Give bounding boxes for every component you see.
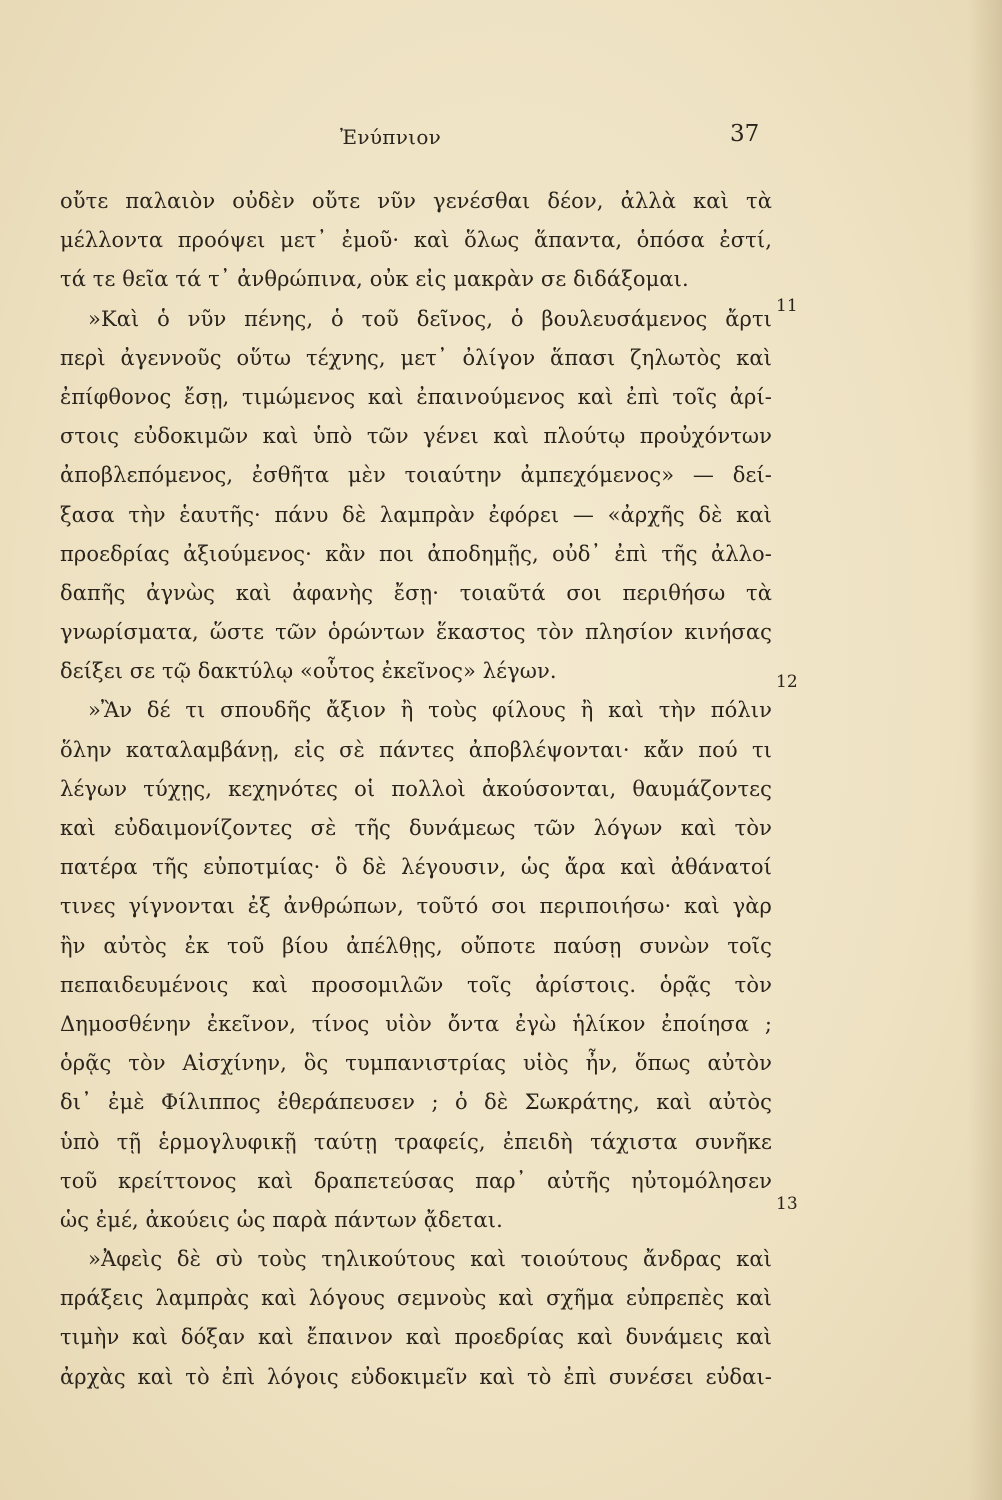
- text-line: τά τε θεῖα τά τ᾽ ἀνθρώπινα, οὐκ εἰς μακρὰν σε διδάξομαι.: [60, 267, 689, 292]
- text-line: δι᾽ ἐμὲ Φίλιππος ἐθεράπευσεν ; ὁ δὲ Σωκράτης, καὶ αὐτὸς: [60, 1090, 772, 1115]
- text-line: τιμὴν καὶ δόξαν καὶ ἔπαινον καὶ προεδρίας καὶ δυνάμεις καὶ: [60, 1325, 772, 1350]
- text-line: μέλλοντα προόψει μετ᾽ ἐμοῦ· καὶ ὅλως ἅπαντα, ὁπόσα ἐστί,: [60, 228, 772, 253]
- text-line: ἢν αὐτὸς ἐκ τοῦ βίου ἀπέλθῃς, οὔποτε παύσῃ συνὼν τοῖς: [60, 933, 772, 958]
- text-line: »Καὶ ὁ νῦν πένης, ὁ τοῦ δεῖνος, ὁ βουλευσάμενος ἄρτι: [88, 306, 772, 331]
- text-line: τοῦ κρείττονος καὶ δραπετεύσας παρ᾽ αὐτῆς ηὐτομόλησεν: [60, 1168, 772, 1193]
- text-line: οὔτε παλαιὸν οὐδὲν οὔτε νῦν γενέσθαι δέον, ἀλλὰ καὶ τὰ: [60, 189, 772, 213]
- text-line: ξασα τὴν ἑαυτῆς· πάνυ δὲ λαμπρὰν ἐφόρει — «ἀρχῆς δὲ καὶ: [60, 502, 772, 527]
- text-line: περὶ ἀγεννοῦς οὕτω τέχνης, μετ᾽ ὀλίγον ἅπασι ζηλωτὸς καὶ: [60, 345, 772, 370]
- text-line: πράξεις λαμπρὰς καὶ λόγους σεμνοὺς καὶ σχῆμα εὐπρεπὲς καὶ: [60, 1286, 772, 1311]
- text-body: [60, 182, 772, 1397]
- text-line: ὁρᾷς τὸν Αἰσχίνην, ὃς τυμπανιστρίας υἱὸς ἦν, ὅπως αὐτὸν: [60, 1051, 772, 1076]
- text-line: λέγων τύχῃς, κεχηνότες οἱ πολλοὶ ἀκούσονται, θαυμάζοντες: [60, 776, 772, 801]
- text-line: στοις εὐδοκιμῶν καὶ ὑπὸ τῶν γένει καὶ πλούτῳ προὐχόντων: [60, 424, 772, 449]
- text-line: Δημοσθένην ἐκεῖνον, τίνος υἱὸν ὄντα ἐγὼ ἡλίκον ἐποίησα ;: [60, 1011, 772, 1036]
- running-head: Ἐνύπνιον: [340, 125, 442, 149]
- text-line: προεδρίας ἀξιούμενος· κἂν ποι ἀποδημῇς, οὐδ᾽ ἐπὶ τῆς ἀλλο-: [60, 541, 772, 566]
- text-line: »Ἀφεὶς δὲ σὺ τοὺς τηλικούτους καὶ τοιούτους ἄνδρας καὶ: [88, 1247, 772, 1272]
- text-line: ἐπίφθονος ἔσῃ, τιμώμενος καὶ ἐπαινούμενος καὶ ἐπὶ τοῖς ἀρί-: [60, 384, 772, 409]
- text-line: δαπῆς ἀγνὼς καὶ ἀφανὴς ἔσῃ· τοιαῦτά σοι περιθήσω τὰ: [60, 580, 772, 605]
- text-line: καὶ εὐδαιμονίζοντες σὲ τῆς δυνάμεως τῶν λόγων καὶ τὸν: [60, 816, 772, 840]
- text-line: ἀποβλεπόμενος, ἐσθῆτα μὲν τοιαύτην ἀμπεχόμενος» — δεί-: [60, 463, 772, 488]
- text-line: δείξει σε τῷ δακτύλῳ «οὗτος ἐκεῖνος» λέγων.: [60, 659, 557, 684]
- text-line: τινες γίγνονται ἐξ ἀνθρώπων, τοῦτό σοι περιποιήσω· καὶ γὰρ: [60, 894, 772, 919]
- page-number: 37: [730, 121, 760, 147]
- text-line: πατέρα τῆς εὐποτμίας· ὃ δὲ λέγουσιν, ὡς ἄρα καὶ ἀθάνατοί: [60, 855, 772, 880]
- text-line: πεπαιδευμένοις καὶ προσομιλῶν τοῖς ἀρίστοις. ὁρᾷς τὸν: [60, 972, 772, 997]
- text-line: ὅλην καταλαμβάνῃ, εἰς σὲ πάντες ἀποβλέψονται· κἄν πού τι: [60, 737, 772, 762]
- text-line: »Ἂν δέ τι σπουδῆς ἄξιον ἢ τοὺς φίλους ἢ καὶ τὴν πόλιν: [88, 698, 772, 723]
- text-line: γνωρίσματα, ὥστε τῶν ὁρώντων ἕκαστος τὸν πλησίον κινήσας: [60, 620, 772, 645]
- margin-section-number: 13: [776, 1194, 798, 1214]
- margin-section-number: 11: [776, 296, 798, 316]
- text-line: ὑπὸ τῇ ἑρμογλυφικῇ ταύτῃ τραφείς, ἐπειδὴ τάχιστα συνῆκε: [60, 1129, 772, 1154]
- text-line: ὡς ἐμέ, ἀκούεις ὡς παρὰ πάντων ᾄδεται.: [60, 1207, 503, 1232]
- margin-section-number: 12: [776, 672, 798, 692]
- text-line: ἀρχὰς καὶ τὸ ἐπὶ λόγοις εὐδοκιμεῖν καὶ τὸ ἐπὶ συνέσει εὐδαι-: [60, 1364, 772, 1389]
